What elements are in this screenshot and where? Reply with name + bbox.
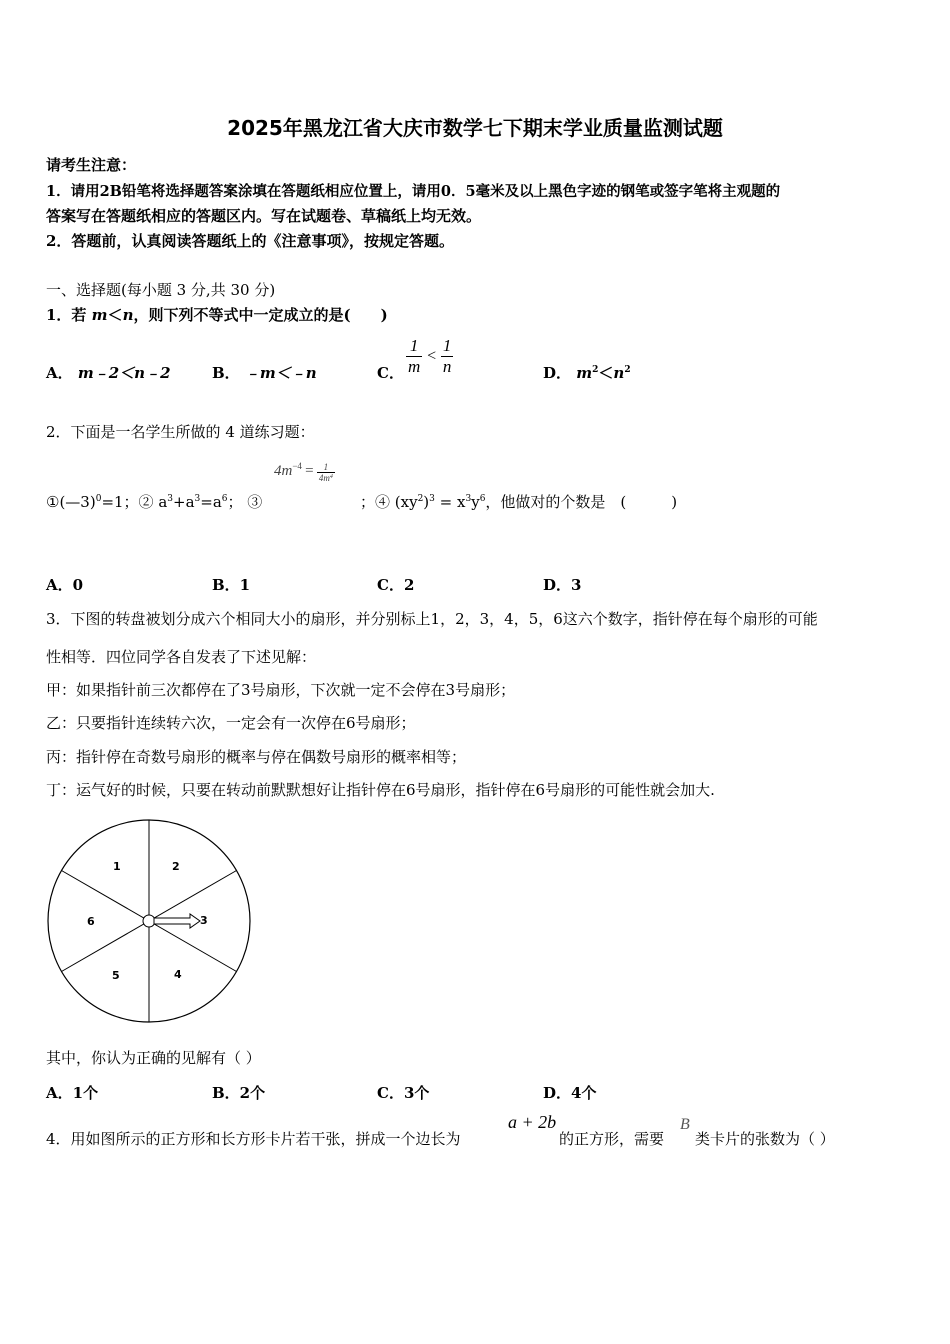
q3-option-a[interactable]: A．1个	[46, 1084, 99, 1102]
spinner-hub	[143, 915, 155, 927]
notice-line2: 2．答题前，认真阅读答题纸上的《注意事项》，按规定答题。	[46, 232, 454, 250]
q3-opinion-jia: 甲：如果指针前三次都停在了3号扇形，下次就一定不会停在3号扇形；	[46, 681, 516, 699]
q2-option-c[interactable]: C．2	[377, 576, 415, 594]
q3-option-d[interactable]: D．4个	[543, 1084, 597, 1102]
q3-line1: 3．下图的转盘被划分成六个相同大小的扇形，并分别标上1，2，3，4，5，6这六个数字，指针停在每个扇形的可能	[46, 610, 818, 628]
q1-option-d[interactable]: D． $m^2<n^2$	[543, 364, 631, 382]
q1-option-a[interactable]: A． m﹣2＜n﹣2	[46, 364, 171, 382]
q1-stem: 1．若 m＜n，则下列不等式中一定成立的是( )	[46, 306, 388, 324]
q2-option-b[interactable]: B．1	[212, 576, 251, 594]
spinner-label-3: 3	[200, 914, 208, 927]
spinner-pointer-arrow	[154, 914, 200, 928]
q1-option-b[interactable]: B． ﹣m＜﹣n	[212, 364, 317, 382]
q4-stem-a: 4．用如图所示的正方形和长方形卡片若干张，拼成一个边长为	[46, 1130, 461, 1148]
notice-line1a: 1．请用2B铅笔将选择题答案涂填在答题纸相应位置上，请用0．5毫米及以上黑色字迹的钢笔或签字笔将主观题的	[46, 183, 781, 200]
page-title: 2025年黑龙江省大庆市数学七下期末学业质量监测试题	[227, 116, 723, 140]
spinner-label-1: 1	[113, 860, 121, 873]
q2-formula-image: $4m^{-4}$ = $\frac{1}{4m^4}$	[274, 461, 333, 483]
q4-stem-b: 的正方形，需要	[559, 1130, 665, 1148]
spinner-label-2: 2	[172, 860, 180, 873]
notice-line1b: 答案写在答题纸相应的答题区内。写在试题卷、草稿纸上均无效。	[46, 207, 482, 225]
q1-option-c-math: $\frac{1}{m}$ < $\frac{1}{n}$	[408, 336, 452, 376]
notice-heading: 请考生注意：	[46, 156, 137, 174]
spinner-label-5: 5	[112, 969, 120, 982]
q3-option-c[interactable]: C．3个	[377, 1084, 430, 1102]
q2-stem: 2．下面是一名学生所做的 4 道练习题：	[46, 423, 315, 441]
spinner-diagram	[46, 818, 252, 1024]
section-heading: 一、选择题(每小题 3 分,共 30 分)	[46, 281, 276, 299]
q3-opinion-ding: 丁：运气好的时候，只要在转动前默默想好让指针停在6号扇形，指针停在6号扇形的可能性就会加大.	[46, 781, 715, 799]
q2-items-right: ；④ $(xy^2)^3 = x^3y^6$，他做对的个数是 ( )	[360, 493, 678, 511]
spinner-label-4: 4	[174, 968, 182, 981]
q1-option-c-label[interactable]: C．	[377, 364, 404, 382]
q3-opinion-yi: 乙：只要指针连续转六次，一定会有一次停在6号扇形；	[46, 714, 416, 732]
q4-card-label: B	[680, 1116, 690, 1133]
spinner-label-6: 6	[87, 915, 95, 928]
q2-option-a[interactable]: A．0	[46, 576, 84, 594]
q2-items-left: ①(—3)$^0$=1；② $a^3+a^3=a^6$； ③	[46, 493, 263, 511]
q3-option-b[interactable]: B．2个	[212, 1084, 266, 1102]
q2-option-d[interactable]: D．3	[543, 576, 582, 594]
q4-stem-c: 类卡片的张数为（ ）	[695, 1130, 835, 1148]
q3-opinion-bing: 丙：指针停在奇数号扇形的概率与停在偶数号扇形的概率相等；	[46, 748, 467, 766]
q4-expression: a + 2b	[508, 1112, 557, 1132]
q3-line2: 性相等．四位同学各自发表了下述见解：	[46, 648, 317, 666]
q3-question: 其中，你认为正确的见解有（ ）	[46, 1049, 261, 1067]
